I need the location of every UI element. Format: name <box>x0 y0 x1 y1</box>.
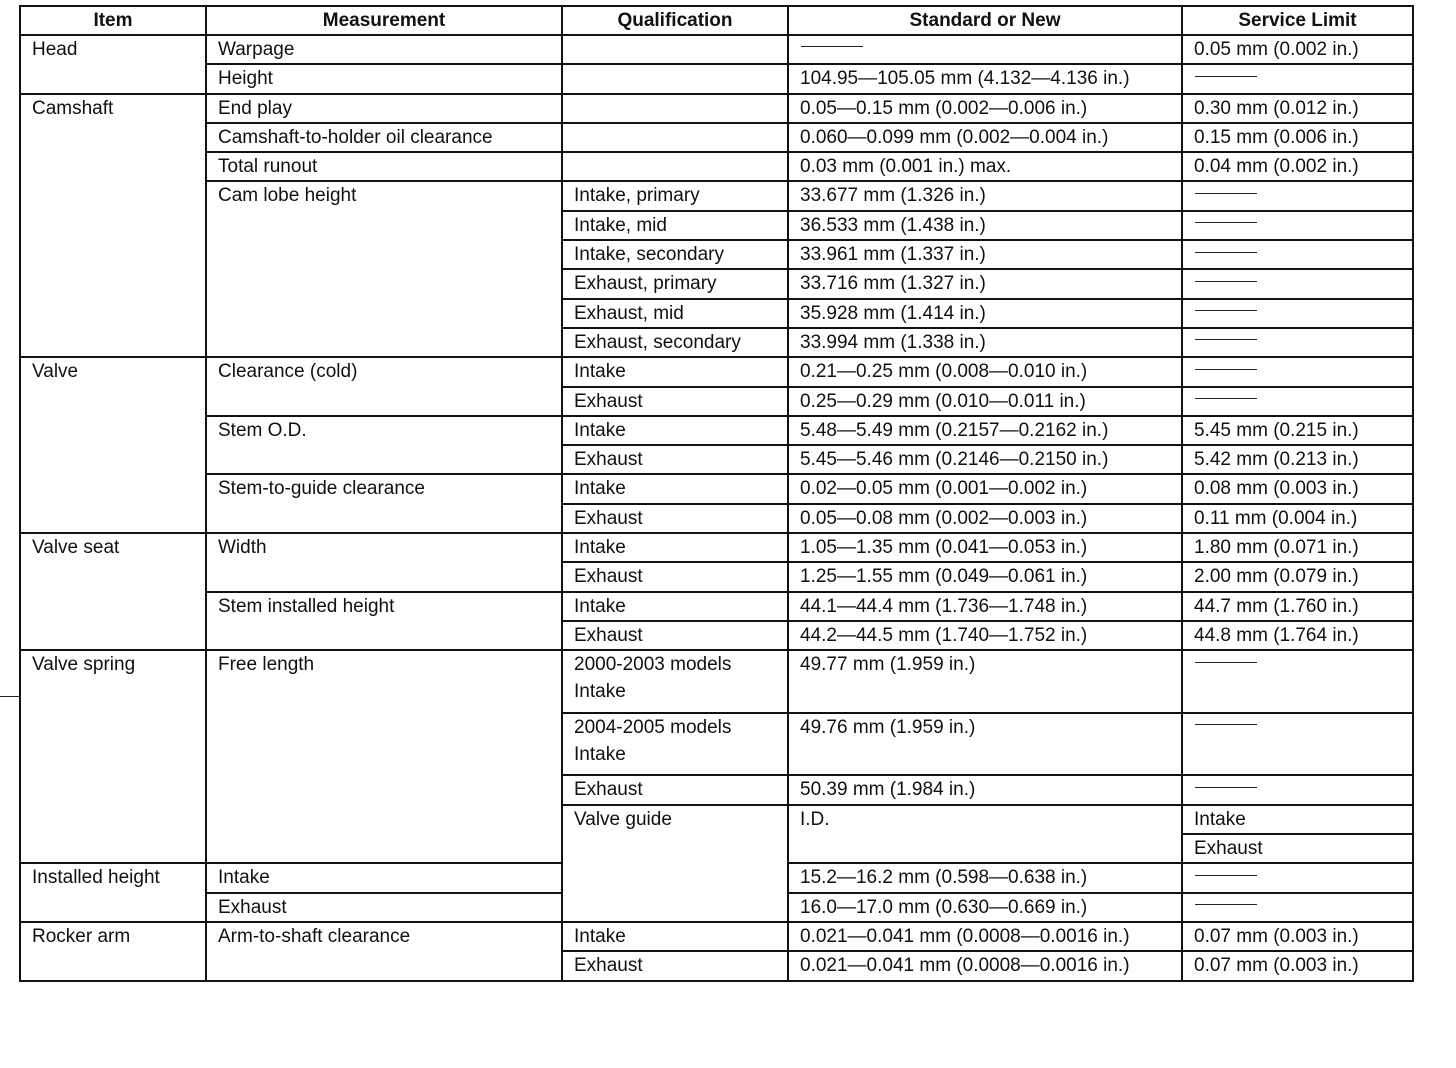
qualification-cell: Intake, primary <box>562 181 788 210</box>
dash-mark <box>1195 193 1257 194</box>
item-cell: Camshaft <box>20 94 206 358</box>
qualification-cell: Intake <box>206 863 562 892</box>
table-row <box>20 94 1413 123</box>
dash-mark <box>1195 339 1257 340</box>
header-standard: Standard or New <box>788 6 1182 35</box>
table-row <box>20 474 1413 503</box>
header-service-limit: Service Limit <box>1182 6 1413 35</box>
limit-cell: 2.00 mm (0.079 in.) <box>1182 562 1413 591</box>
limit-cell-empty <box>1182 181 1413 210</box>
qualification-cell: Intake, secondary <box>562 240 788 269</box>
qualification-cell: Exhaust, primary <box>562 269 788 298</box>
table-row <box>20 35 1413 64</box>
limit-cell: 0.15 mm (0.006 in.) <box>1182 123 1413 152</box>
qualification-cell: Exhaust <box>562 951 788 980</box>
item-cell: Head <box>20 35 206 94</box>
measurement-cell: Clearance (cold) <box>206 357 562 416</box>
standard-cell: 0.021—0.041 mm (0.0008—0.0016 in.) <box>788 951 1182 980</box>
measurement-cell: Stem O.D. <box>206 416 562 475</box>
standard-cell: 33.677 mm (1.326 in.) <box>788 181 1182 210</box>
item-cell: Valve spring <box>20 650 206 863</box>
limit-cell: 0.07 mm (0.003 in.) <box>1182 951 1413 980</box>
table-row <box>20 64 1413 93</box>
limit-cell-empty <box>1182 240 1413 269</box>
standard-cell: 5.48—5.49 mm (0.2157—0.2162 in.) <box>788 416 1182 445</box>
measurement-cell: Total runout <box>206 152 562 181</box>
standard-cell: 33.961 mm (1.337 in.) <box>788 240 1182 269</box>
table-row <box>20 650 1413 713</box>
dash-mark <box>1195 310 1257 311</box>
standard-cell: 0.060—0.099 mm (0.002—0.004 in.) <box>788 123 1182 152</box>
qualification-cell: 2000-2003 models Intake <box>562 650 788 713</box>
limit-cell-empty <box>1182 357 1413 386</box>
qualification-cell: Intake, mid <box>562 211 788 240</box>
table-row <box>20 533 1413 562</box>
standard-cell: 44.2—44.5 mm (1.740—1.752 in.) <box>788 621 1182 650</box>
qualification-cell: Exhaust, secondary <box>562 328 788 357</box>
measurement-cell: End play <box>206 94 562 123</box>
standard-cell: 1.05—1.35 mm (0.041—0.053 in.) <box>788 533 1182 562</box>
qualification-cell: Intake <box>562 357 788 386</box>
table-row <box>20 357 1413 386</box>
item-cell: Valve seat <box>20 533 206 650</box>
limit-cell: 44.8 mm (1.764 in.) <box>1182 621 1413 650</box>
limit-cell-empty <box>1182 328 1413 357</box>
dash-mark <box>1195 76 1257 77</box>
qualification-cell: Exhaust <box>206 893 562 922</box>
standard-cell: 50.39 mm (1.984 in.) <box>788 775 1182 804</box>
standard-cell: 0.05—0.15 mm (0.002—0.006 in.) <box>788 94 1182 123</box>
measurement-cell: Camshaft-to-holder oil clearance <box>206 123 562 152</box>
dash-mark <box>801 46 863 47</box>
limit-cell: 44.7 mm (1.760 in.) <box>1182 592 1413 621</box>
limit-cell-empty <box>1182 893 1413 922</box>
limit-cell: 0.30 mm (0.012 in.) <box>1182 94 1413 123</box>
table-row <box>20 922 1413 951</box>
measurement-cell: Cam lobe height <box>206 181 562 357</box>
limit-cell-empty <box>1182 299 1413 328</box>
header-qualification: Qualification <box>562 6 788 35</box>
measurement-cell: Height <box>206 64 562 93</box>
dash-mark <box>1195 281 1257 282</box>
measurement-cell: Width <box>206 533 562 592</box>
standard-cell: 35.928 mm (1.414 in.) <box>788 299 1182 328</box>
standard-cell: 16.0—17.0 mm (0.630—0.669 in.) <box>788 893 1182 922</box>
qualification-cell: Exhaust <box>562 445 788 474</box>
limit-cell-empty <box>1182 863 1413 892</box>
standard-cell: 36.533 mm (1.438 in.) <box>788 211 1182 240</box>
item-cell: Valve guide <box>562 805 788 922</box>
table-row <box>20 152 1413 181</box>
qualification-cell <box>562 152 788 181</box>
spec-body <box>20 35 1413 981</box>
item-cell: Rocker arm <box>20 922 206 981</box>
standard-cell: 44.1—44.4 mm (1.736—1.748 in.) <box>788 592 1182 621</box>
standard-cell: 0.021—0.041 mm (0.0008—0.0016 in.) <box>788 922 1182 951</box>
standard-cell: 0.21—0.25 mm (0.008—0.010 in.) <box>788 357 1182 386</box>
standard-cell: 5.45—5.46 mm (0.2146—0.2150 in.) <box>788 445 1182 474</box>
item-cell: Valve <box>20 357 206 533</box>
dash-mark <box>1195 369 1257 370</box>
standard-cell-empty <box>788 35 1182 64</box>
standard-cell: 49.76 mm (1.959 in.) <box>788 713 1182 776</box>
limit-cell: 0.04 mm (0.002 in.) <box>1182 152 1413 181</box>
standard-cell: 15.2—16.2 mm (0.598—0.638 in.) <box>788 863 1182 892</box>
measurement-cell: I.D. <box>788 805 1182 864</box>
standard-cell: 104.95—105.05 mm (4.132—4.136 in.) <box>788 64 1182 93</box>
dash-mark <box>1195 398 1257 399</box>
qualification-cell: Exhaust <box>562 562 788 591</box>
header-item: Item <box>20 6 206 35</box>
qualification-cell: Intake <box>562 416 788 445</box>
limit-cell: 1.80 mm (0.071 in.) <box>1182 533 1413 562</box>
standard-cell: 49.77 mm (1.959 in.) <box>788 650 1182 713</box>
qualification-cell: Intake <box>1182 805 1413 834</box>
qualification-cell <box>562 94 788 123</box>
dash-mark <box>1195 904 1257 905</box>
margin-rule <box>0 696 20 697</box>
table-row <box>20 181 1413 210</box>
measurement-cell: Installed height <box>20 863 206 922</box>
limit-cell-empty <box>1182 713 1413 776</box>
limit-cell-empty <box>1182 650 1413 713</box>
limit-cell: 5.42 mm (0.213 in.) <box>1182 445 1413 474</box>
standard-cell: 33.716 mm (1.327 in.) <box>788 269 1182 298</box>
qualification-cell: Intake <box>562 922 788 951</box>
qualification-cell <box>562 123 788 152</box>
qualification-cell: Exhaust <box>562 621 788 650</box>
dash-mark <box>1195 222 1257 223</box>
qualification-cell: Intake <box>562 592 788 621</box>
limit-cell-empty <box>1182 775 1413 804</box>
limit-cell-empty <box>1182 211 1413 240</box>
table-row <box>20 416 1413 445</box>
qualification-cell: Exhaust <box>562 775 788 804</box>
table-row <box>20 592 1413 621</box>
table-row <box>20 123 1413 152</box>
dash-mark <box>1195 662 1257 663</box>
measurement-cell: Stem-to-guide clearance <box>206 474 562 533</box>
spec-table <box>19 5 1414 982</box>
qualification-cell <box>562 35 788 64</box>
limit-cell: 0.07 mm (0.003 in.) <box>1182 922 1413 951</box>
standard-cell: 33.994 mm (1.338 in.) <box>788 328 1182 357</box>
measurement-cell: Free length <box>206 650 562 863</box>
header-row <box>20 6 1413 35</box>
header-measurement: Measurement <box>206 6 562 35</box>
qualification-cell: Intake <box>562 533 788 562</box>
dash-mark <box>1195 724 1257 725</box>
qualification-cell: Exhaust <box>562 504 788 533</box>
qualification-cell <box>562 64 788 93</box>
limit-cell: 0.08 mm (0.003 in.) <box>1182 474 1413 503</box>
qualification-cell: Intake <box>562 474 788 503</box>
limit-cell: 0.11 mm (0.004 in.) <box>1182 504 1413 533</box>
measurement-cell: Warpage <box>206 35 562 64</box>
limit-cell: 0.05 mm (0.002 in.) <box>1182 35 1413 64</box>
standard-cell: 1.25—1.55 mm (0.049—0.061 in.) <box>788 562 1182 591</box>
measurement-cell: Arm-to-shaft clearance <box>206 922 562 981</box>
qualification-cell: Exhaust <box>562 387 788 416</box>
qualification-cell: Exhaust, mid <box>562 299 788 328</box>
limit-cell: 5.45 mm (0.215 in.) <box>1182 416 1413 445</box>
limit-cell-empty <box>1182 64 1413 93</box>
standard-cell: 0.03 mm (0.001 in.) max. <box>788 152 1182 181</box>
standard-cell: 0.05—0.08 mm (0.002—0.003 in.) <box>788 504 1182 533</box>
dash-mark <box>1195 875 1257 876</box>
measurement-cell: Stem installed height <box>206 592 562 651</box>
limit-cell-empty <box>1182 387 1413 416</box>
dash-mark <box>1195 787 1257 788</box>
standard-cell: 0.02—0.05 mm (0.001—0.002 in.) <box>788 474 1182 503</box>
standard-cell: 0.25—0.29 mm (0.010—0.011 in.) <box>788 387 1182 416</box>
qualification-cell: Exhaust <box>1182 834 1413 863</box>
qualification-cell: 2004-2005 models Intake <box>562 713 788 776</box>
limit-cell-empty <box>1182 269 1413 298</box>
dash-mark <box>1195 252 1257 253</box>
